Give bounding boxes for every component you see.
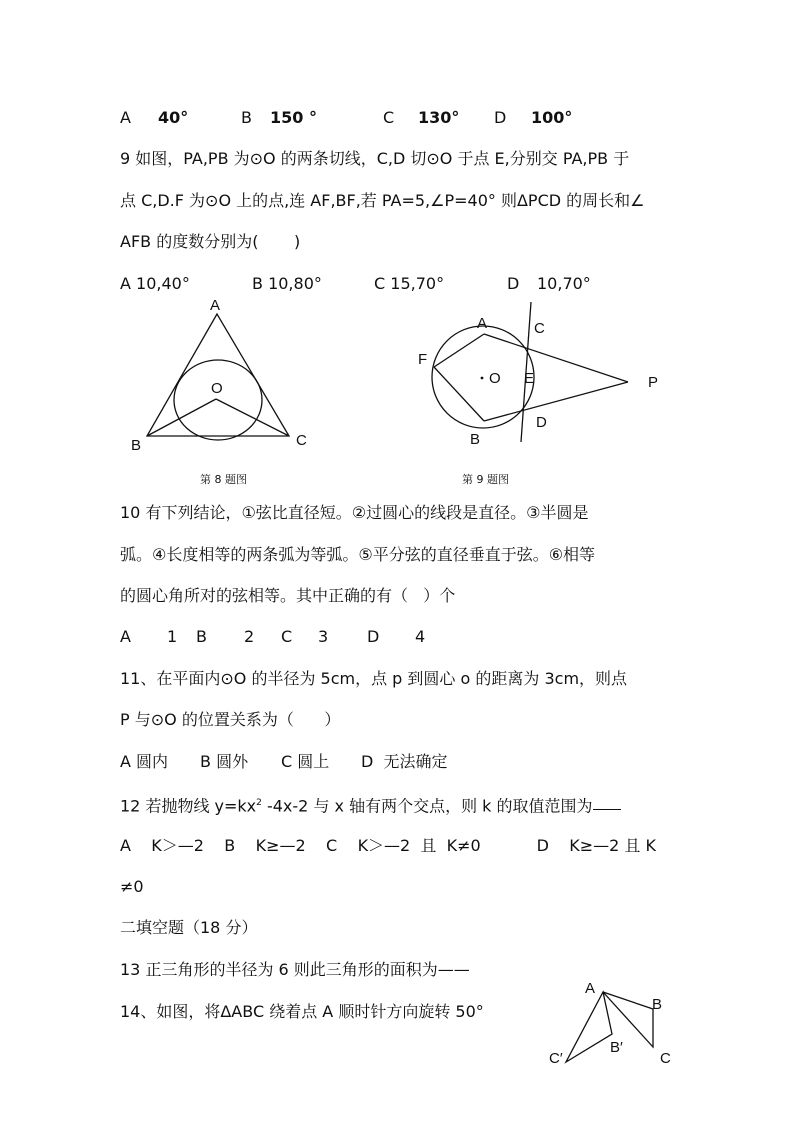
q10-option-a-letter: A [120, 627, 131, 646]
q12-answer-blank [593, 793, 621, 810]
q8-option-b-letter: B [241, 108, 252, 127]
fig9-circle [432, 326, 534, 428]
q12-text-a: 12 若抛物线 y=kx [120, 796, 257, 816]
q9-line-3: AFB 的度数分别为( ) [120, 232, 301, 251]
q10-option-c-value: 3 [318, 627, 329, 646]
fig9-label-b: B [470, 431, 481, 448]
q10-option-c-letter: C [281, 627, 293, 646]
q9-option-a: A 10,40° [120, 274, 190, 293]
q9-line-2: 点 C,D.F 为⊙O 上的点,连 AF,BF,若 PA=5,∠P=40° 则ΔPCD 的周长和∠ [120, 191, 645, 210]
fig9-chord-af [434, 334, 484, 367]
fig14-label-a: A [585, 980, 596, 997]
fig14-label-c-prime: C′ [549, 1050, 563, 1067]
fig9-tangent-pb [484, 382, 628, 421]
q9-option-b: B 10,80° [252, 274, 322, 293]
q9-option-d-value: 10,70° [537, 274, 591, 293]
q11-option-a: A 圆内 [120, 752, 169, 771]
q11-line-2: P 与⊙O 的位置关系为（ ） [120, 710, 341, 729]
fig14-triangle-rotated [566, 992, 612, 1062]
q10-line-3: 的圆心角所对的弦相等。其中正确的有（ ）个 [120, 586, 456, 605]
fig8-label-o: O [211, 380, 223, 397]
fig9-label-a: A [477, 315, 488, 332]
fig9-center-dot [481, 377, 484, 380]
q13-text: 13 正三角形的半径为 6 则此三角形的面积为—— [120, 960, 470, 979]
q10-option-d-value: 4 [415, 627, 426, 646]
q8-option-d-value: 100° [531, 108, 573, 127]
figure-8 [120, 292, 330, 462]
fig8-label-c: C [296, 432, 307, 449]
fig8-triangle [147, 314, 289, 436]
q12-line-1 [120, 793, 621, 816]
fig14-label-b: B [652, 996, 663, 1013]
fig9-label-c: C [534, 320, 545, 337]
fig9-tangent-pa [484, 334, 628, 382]
q8-option-c-letter: C [383, 108, 395, 127]
q8-option-a-value: 40° [158, 108, 189, 127]
fig9-label-d: D [536, 414, 547, 431]
q8-option-b-value: 150 ° [270, 108, 317, 127]
fig9-chord-bf [434, 367, 484, 421]
fig8-caption: 第 8 题图 [200, 473, 247, 486]
q12-text-b: -4x-2 与 x 轴有两个交点，则 k 的取值范围为 [261, 796, 593, 816]
fig8-label-a: A [210, 297, 221, 314]
q11-option-d: D 无法确定 [361, 752, 448, 771]
q12-options-line: A K＞—2 B K≥—2 C K＞—2 且 K≠0 D K≥—2 且 K [120, 836, 657, 855]
q12-superscript: 2 [256, 798, 262, 808]
fig9-label-o: O [489, 370, 501, 387]
fig9-caption: 第 9 题图 [462, 473, 509, 486]
q10-option-b-value: 2 [244, 627, 255, 646]
fig9-label-f: F [418, 351, 428, 368]
q9-line-1: 9 如图，PA,PB 为⊙O 的两条切线，C,D 切⊙O 于点 E,分别交 PA,PB 于 [120, 149, 630, 168]
q12-options-line-2: ≠0 [120, 877, 144, 896]
fig8-label-b: B [131, 437, 142, 454]
q14-text: 14、如图，将ΔABC 绕着点 A 顺时针方向旋转 50° [120, 1002, 484, 1021]
q10-line-1: 10 有下列结论，①弦比直径短。②过圆心的线段是直径。③半圆是 [120, 503, 589, 522]
fig9-label-e: E [524, 370, 535, 387]
fig9-label-p: P [648, 374, 659, 391]
q9-option-d-letter: D [507, 274, 520, 293]
q11-option-c: C 圆上 [281, 752, 330, 771]
q10-option-a-value: 1 [167, 627, 178, 646]
fig14-label-b-prime: B′ [610, 1039, 623, 1056]
q10-option-b-letter: B [196, 627, 207, 646]
q8-option-c-value: 130° [418, 108, 460, 127]
q10-option-d-letter: D [367, 627, 380, 646]
q11-line-1: 11、在平面内⊙O 的半径为 5cm，点 p 到圆心 o 的距离为 3cm，则点 [120, 669, 628, 688]
section-2-title: 二填空题（18 分） [120, 918, 258, 937]
q11-option-b: B 圆外 [200, 752, 249, 771]
q9-option-c: C 15,70° [374, 274, 445, 293]
q8-option-a-letter: A [120, 108, 131, 127]
figure-14 [540, 974, 680, 1074]
q8-option-d-letter: D [494, 108, 507, 127]
figure-9 [410, 300, 670, 460]
q10-line-2: 弧。④长度相等的两条弧为等弧。⑤平分弦的直径垂直于弦。⑥相等 [120, 545, 596, 564]
fig14-label-c: C [660, 1050, 671, 1067]
